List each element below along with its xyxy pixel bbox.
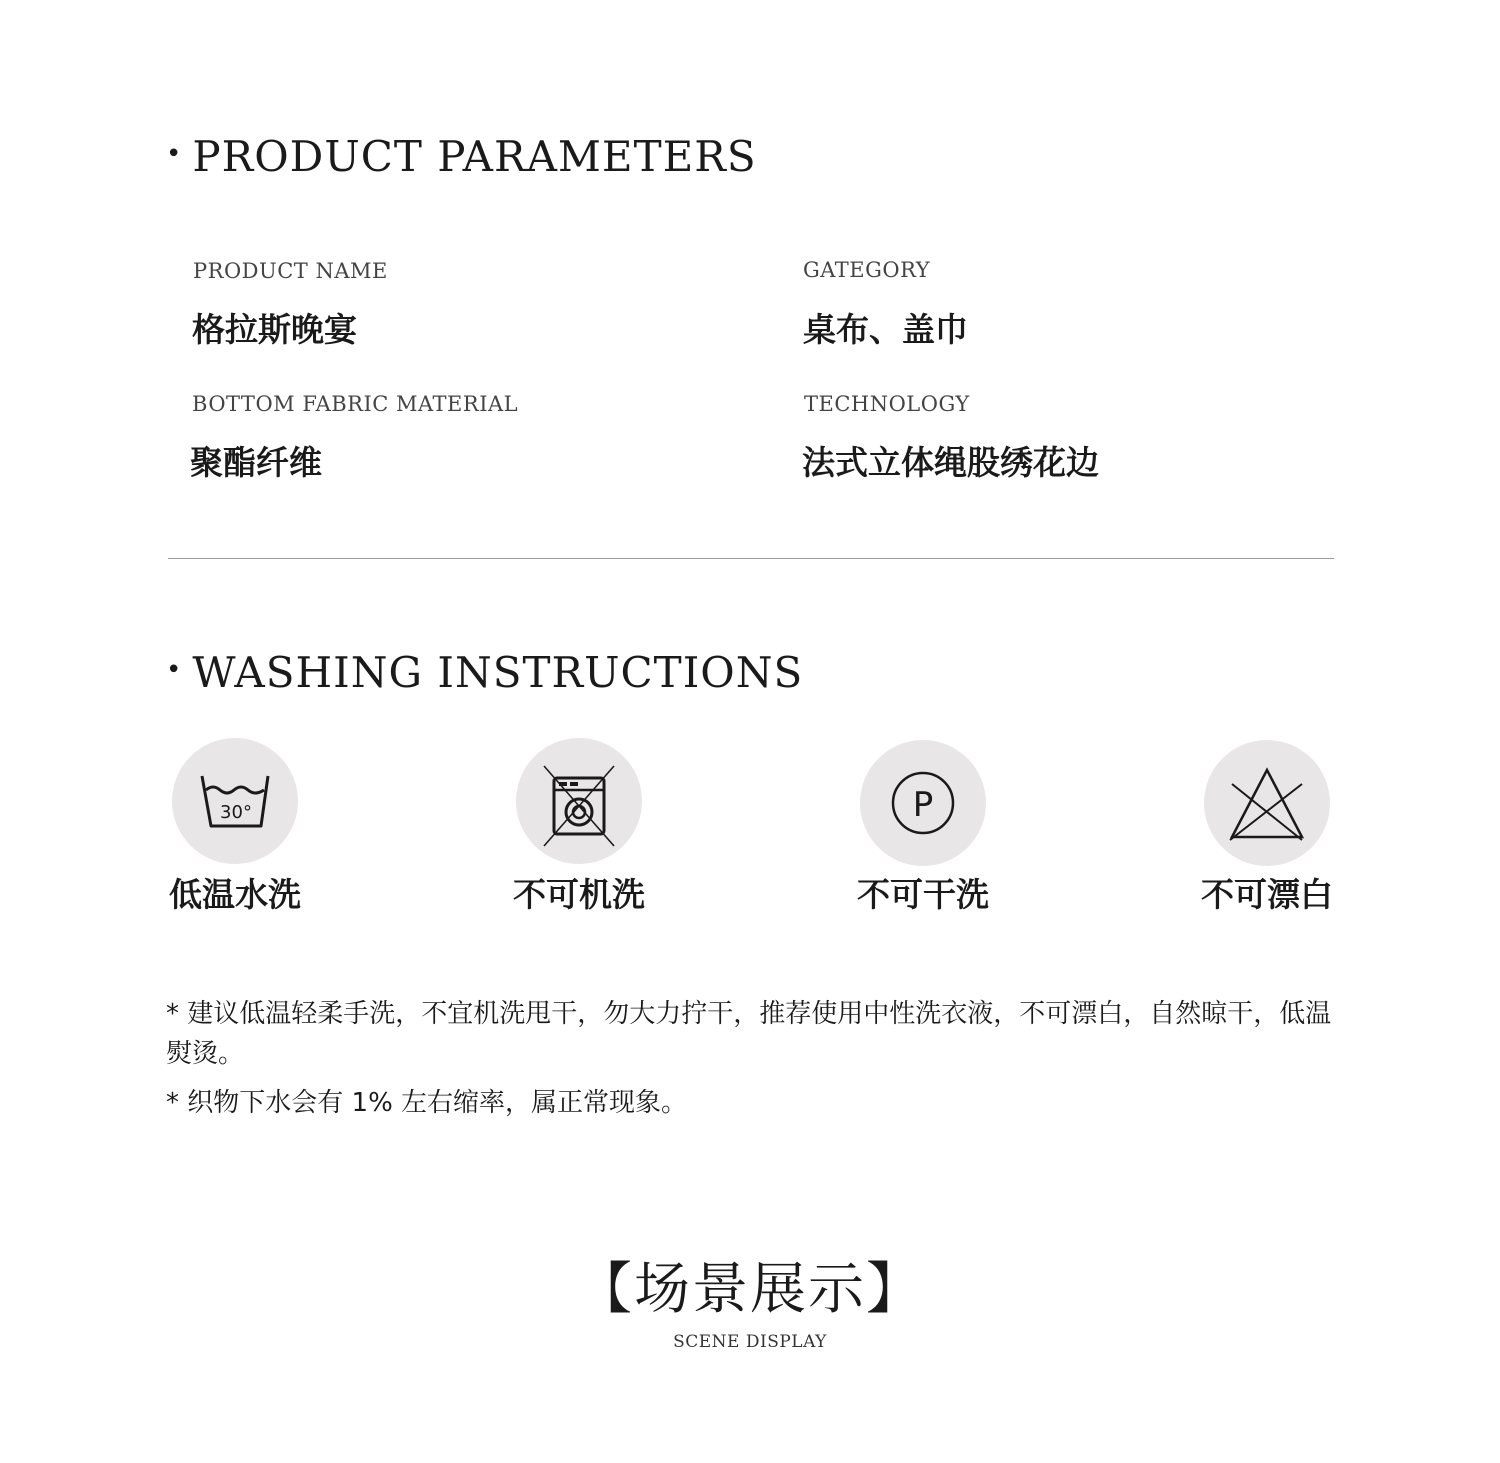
product-parameters-heading: [166, 132, 757, 181]
scene-display-title: 【场景展示】: [576, 1257, 924, 1322]
product-parameters-title: PRODUCT PARAMETERS: [192, 132, 757, 181]
wash-item-no-bleach: [1167, 738, 1367, 928]
product-name-value: 格拉斯晚宴: [192, 310, 357, 349]
product-name-label: PRODUCT NAME: [193, 259, 388, 283]
wash-item-no-machine: [479, 738, 679, 928]
washing-instructions-heading: [166, 648, 804, 697]
wash-item-low-temp: [135, 738, 335, 928]
category-value: 桌布、盖巾: [803, 310, 968, 349]
dry-clean-letter: P: [912, 785, 934, 825]
heading-bullet: •: [166, 139, 183, 169]
material-value: 聚酯纤维: [190, 443, 322, 482]
section-divider: [168, 558, 1334, 559]
wash-label-no-machine: 不可机洗: [513, 875, 645, 914]
scene-display-subtitle: SCENE DISPLAY: [673, 1332, 827, 1352]
heading-bullet: •: [166, 655, 183, 685]
no-bleach-icon: [1204, 740, 1330, 866]
wash-30-icon: [172, 738, 298, 864]
washing-instructions-title: WASHING INSTRUCTIONS: [192, 648, 804, 697]
no-machine-wash-icon: [516, 738, 642, 864]
care-note-2: * 织物下水会有 1% 左右缩率，属正常现象。: [166, 1088, 688, 1118]
no-dry-clean-icon: [860, 740, 986, 866]
wash-temperature: 30°: [220, 802, 252, 823]
technology-value: 法式立体绳股绣花边: [802, 443, 1099, 482]
wash-label-low-temp: 低温水洗: [169, 875, 301, 914]
material-label: BOTTOM FABRIC MATERIAL: [192, 392, 519, 416]
wash-item-no-dry-clean: [823, 738, 1023, 928]
wash-label-no-bleach: 不可漂白: [1201, 875, 1333, 914]
care-note-1: * 建议低温轻柔手洗，不宜机洗甩干，勿大力拧干，推荐使用中性洗衣液，不可漂白，自然晾干，低温熨烫。: [166, 999, 1332, 1069]
category-label: GATEGORY: [803, 258, 931, 282]
technology-label: TECHNOLOGY: [804, 392, 970, 416]
wash-label-no-dry-clean: 不可干洗: [857, 875, 989, 914]
